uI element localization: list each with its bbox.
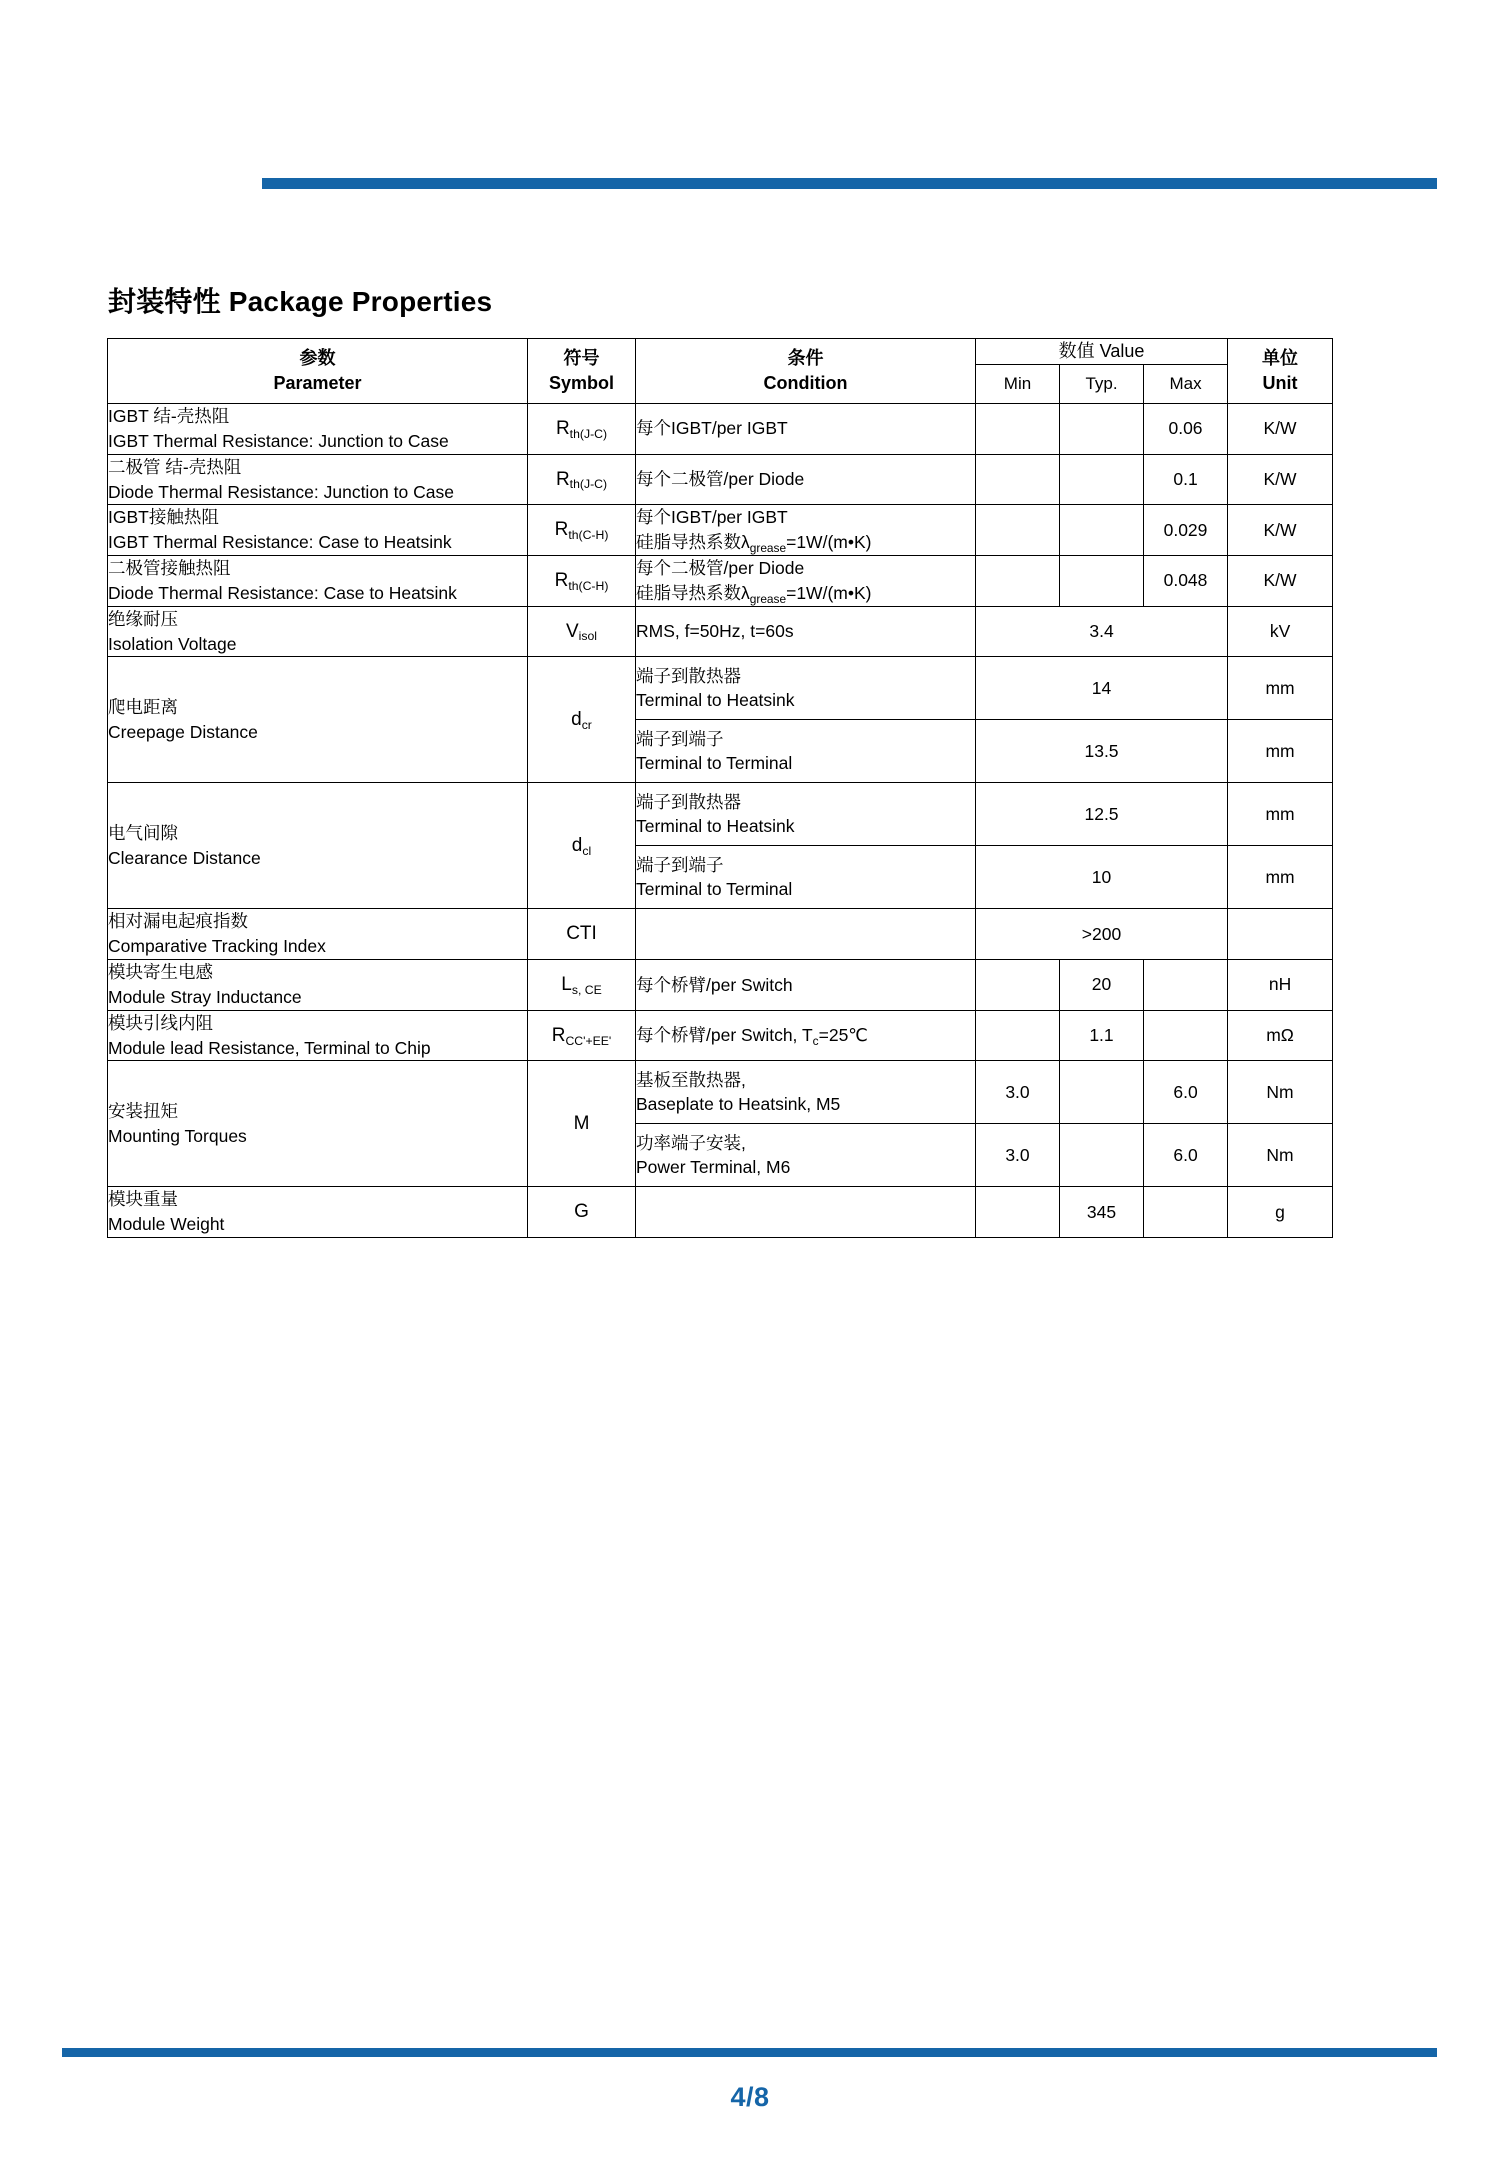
- cell-condition-6-0: 端子到散热器 Terminal to Heatsink: [636, 783, 976, 846]
- header-unit: [1228, 339, 1333, 404]
- table-row: [108, 505, 1333, 556]
- cell-min-3: [976, 556, 1060, 607]
- header-condition: [636, 339, 976, 404]
- table-row: [108, 1010, 1333, 1061]
- cell-typ-0: [1060, 403, 1144, 454]
- cell-max-10-1: 6.0: [1144, 1124, 1228, 1187]
- cell-symbol-7: CTI: [528, 909, 636, 960]
- cell-typ-9: 1.1: [1060, 1010, 1144, 1061]
- cell-unit-10-0: Nm: [1228, 1061, 1333, 1124]
- cell-unit-4: kV: [1228, 606, 1333, 657]
- cell-typ-1: [1060, 454, 1144, 505]
- cell-parameter-1: 二极管 结-壳热阻 Diode Thermal Resistance: Junction to Case: [108, 454, 528, 505]
- cell-unit-11: g: [1228, 1187, 1333, 1238]
- cell-unit-0: K/W: [1228, 403, 1333, 454]
- cell-min-1: [976, 454, 1060, 505]
- cell-condition-1: 每个二极管/per Diode: [636, 454, 976, 505]
- table-row: [108, 1061, 1333, 1124]
- cell-max-9: [1144, 1010, 1228, 1061]
- package-properties-table: [107, 338, 1333, 1238]
- table-row: [108, 606, 1333, 657]
- cell-condition-5-0: 端子到散热器 Terminal to Heatsink: [636, 657, 976, 720]
- cell-value-5-1: 13.5: [976, 720, 1228, 783]
- table-row: [108, 960, 1333, 1011]
- cell-parameter-6: 电气间隙 Clearance Distance: [108, 783, 528, 909]
- cell-symbol-0: $R_{th(J-C)}$: [528, 403, 636, 454]
- cell-parameter-3: 二极管接触热阻 Diode Thermal Resistance: Case to Heatsink: [108, 556, 528, 607]
- header-condition-en: Condition: [763, 372, 848, 393]
- header-symbol-cn: 符号: [563, 347, 600, 368]
- header-value-group: 数值 Value: [976, 339, 1228, 365]
- footer-rule: [62, 2048, 1437, 2057]
- cell-min-11: [976, 1187, 1060, 1238]
- header-symbol: [528, 339, 636, 404]
- cell-symbol-3: $R_{th(C-H)}$: [528, 556, 636, 607]
- header-rule: [262, 178, 1437, 189]
- cell-min-10-0: 3.0: [976, 1061, 1060, 1124]
- cell-max-8: [1144, 960, 1228, 1011]
- cell-symbol-8: $L_{s, CE}$: [528, 960, 636, 1011]
- table-row: [108, 783, 1333, 846]
- cell-value-7: >200: [976, 909, 1228, 960]
- header-parameter: [108, 339, 528, 404]
- cell-typ-10-1: [1060, 1124, 1144, 1187]
- cell-condition-2: 每个IGBT/per IGBT 硅脂导热系数$\lambda_{grease}=1W/(m•K)$: [636, 505, 976, 556]
- cell-min-8: [976, 960, 1060, 1011]
- cell-unit-9: mΩ: [1228, 1010, 1333, 1061]
- header-parameter-cn: 参数: [299, 347, 336, 368]
- cell-unit-5-0: mm: [1228, 657, 1333, 720]
- table-row: [108, 454, 1333, 505]
- cell-min-0: [976, 403, 1060, 454]
- cell-parameter-4: 绝缘耐压 Isolation Voltage: [108, 606, 528, 657]
- header-symbol-en: Symbol: [548, 372, 614, 393]
- header-unit-cn: 单位: [1262, 347, 1299, 368]
- cell-max-11: [1144, 1187, 1228, 1238]
- cell-condition-10-0: 基板至散热器, Baseplate to Heatsink, M5: [636, 1061, 976, 1124]
- cell-symbol-9: $R_{CC'+EE'}$: [528, 1010, 636, 1061]
- cell-min-10-1: 3.0: [976, 1124, 1060, 1187]
- cell-typ-3: [1060, 556, 1144, 607]
- cell-condition-5-1: 端子到端子 Terminal to Terminal: [636, 720, 976, 783]
- cell-unit-2: K/W: [1228, 505, 1333, 556]
- cell-parameter-10: 安装扭矩 Mounting Torques: [108, 1061, 528, 1187]
- header-condition-cn: 条件: [787, 347, 824, 368]
- cell-parameter-2: IGBT接触热阻 IGBT Thermal Resistance: Case to Heatsink: [108, 505, 528, 556]
- cell-unit-5-1: mm: [1228, 720, 1333, 783]
- cell-parameter-7: 相对漏电起痕指数 Comparative Tracking Index: [108, 909, 528, 960]
- cell-value-5-0: 14: [976, 657, 1228, 720]
- cell-condition-7: [636, 909, 976, 960]
- cell-min-2: [976, 505, 1060, 556]
- cell-unit-6-1: mm: [1228, 846, 1333, 909]
- cell-typ-11: 345: [1060, 1187, 1144, 1238]
- cell-condition-9: 每个桥臂/per Switch, $T_c=25℃$: [636, 1010, 976, 1061]
- cell-symbol-6: $d_{cl}$: [528, 783, 636, 909]
- page-number: 4/8: [730, 2082, 770, 2112]
- cell-symbol-10: M: [528, 1061, 636, 1187]
- cell-typ-8: 20: [1060, 960, 1144, 1011]
- header-typ: Typ.: [1060, 365, 1144, 404]
- cell-max-10-0: 6.0: [1144, 1061, 1228, 1124]
- cell-max-1: 0.1: [1144, 454, 1228, 505]
- cell-parameter-8: 模块寄生电感 Module Stray Inductance: [108, 960, 528, 1011]
- cell-condition-0: 每个IGBT/per IGBT: [636, 403, 976, 454]
- cell-condition-4: RMS, f=50Hz, t=60s: [636, 606, 976, 657]
- table-row: [108, 403, 1333, 454]
- cell-symbol-5: $d_{cr}$: [528, 657, 636, 783]
- table-row: [108, 556, 1333, 607]
- cell-parameter-11: 模块重量 Module Weight: [108, 1187, 528, 1238]
- cell-parameter-5: 爬电距离 Creepage Distance: [108, 657, 528, 783]
- cell-symbol-11: G: [528, 1187, 636, 1238]
- cell-condition-11: [636, 1187, 976, 1238]
- cell-min-9: [976, 1010, 1060, 1061]
- cell-unit-3: K/W: [1228, 556, 1333, 607]
- cell-condition-6-1: 端子到端子 Terminal to Terminal: [636, 846, 976, 909]
- header-parameter-en: Parameter: [273, 372, 362, 393]
- cell-max-0: 0.06: [1144, 403, 1228, 454]
- cell-value-6-1: 10: [976, 846, 1228, 909]
- cell-value-4: 3.4: [976, 606, 1228, 657]
- cell-max-2: 0.029: [1144, 505, 1228, 556]
- cell-symbol-2: $R_{th(C-H)}$: [528, 505, 636, 556]
- cell-condition-3: 每个二极管/per Diode 硅脂导热系数$\lambda_{grease}=1W/(m•K)$: [636, 556, 976, 607]
- table-header: [108, 339, 1333, 404]
- table-body: [108, 403, 1333, 1237]
- header-max: Max: [1144, 365, 1228, 404]
- header-min: Min: [976, 365, 1060, 404]
- table-row: [108, 909, 1333, 960]
- cell-max-3: 0.048: [1144, 556, 1228, 607]
- table-row: [108, 1187, 1333, 1238]
- cell-unit-1: K/W: [1228, 454, 1333, 505]
- cell-symbol-1: $R_{th(J-C)}$: [528, 454, 636, 505]
- cell-symbol-4: $V_{isol}$: [528, 606, 636, 657]
- cell-value-6-0: 12.5: [976, 783, 1228, 846]
- table-row: [108, 657, 1333, 720]
- table-header-row-1: [108, 339, 1333, 365]
- cell-unit-6-0: mm: [1228, 783, 1333, 846]
- header-unit-en: Unit: [1262, 372, 1298, 393]
- cell-typ-10-0: [1060, 1061, 1144, 1124]
- cell-typ-2: [1060, 505, 1144, 556]
- cell-parameter-0: IGBT 结-壳热阻 IGBT Thermal Resistance: Junction to Case: [108, 403, 528, 454]
- cell-parameter-9: 模块引线内阻 Module lead Resistance, Terminal to Chip: [108, 1010, 528, 1061]
- page-title: 封装特性 Package Properties: [108, 286, 493, 317]
- cell-unit-8: nH: [1228, 960, 1333, 1011]
- cell-unit-10-1: Nm: [1228, 1124, 1333, 1187]
- cell-condition-8: 每个桥臂/per Switch: [636, 960, 976, 1011]
- cell-condition-10-1: 功率端子安装, Power Terminal, M6: [636, 1124, 976, 1187]
- cell-unit-7: [1228, 909, 1333, 960]
